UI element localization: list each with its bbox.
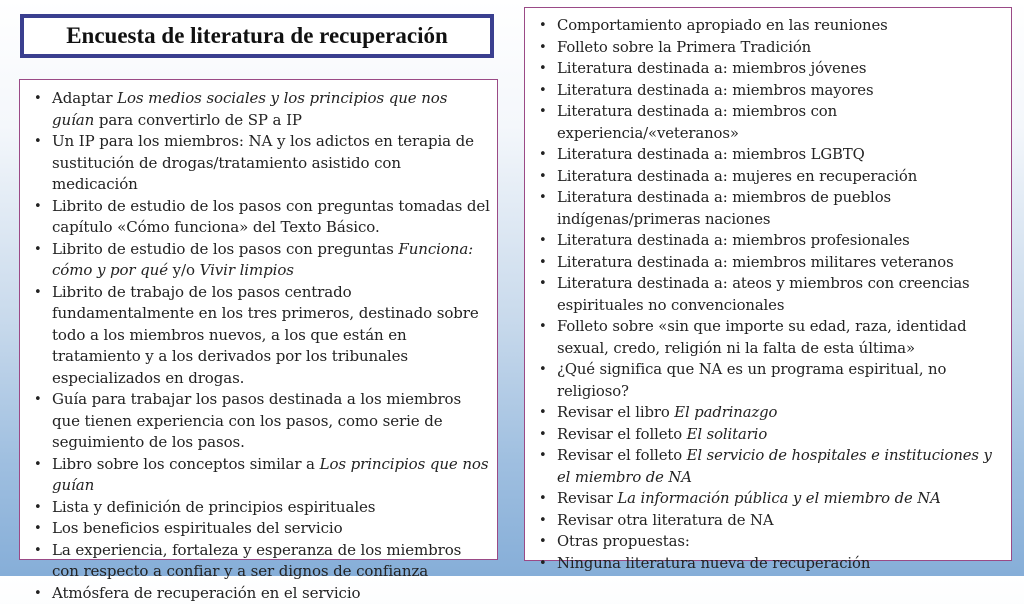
item-text: Literatura destinada a: miembros LGBTQ <box>557 146 865 163</box>
item-text: Adaptar <box>52 89 117 107</box>
item-text: Folleto sobre la Primera Tradición <box>557 39 811 56</box>
item-text: Revisar el libro <box>557 404 674 421</box>
item-text: Un IP para los miembros: NA y los adictos en terapia de sustitución de drogas/tratamiento asistido con medicación <box>52 132 474 193</box>
item-text: Librito de trabajo de los pasos centrado fundamentalmente en los tres primeros, destinado sobre todo a los miembros nuevos, a los que están en tratamiento y a los derivados por los tribunales especializados en drogas. <box>52 283 479 387</box>
item-text: Revisar el folleto <box>557 426 687 443</box>
item-italic-text: La información pública y el miembro de NA <box>617 490 940 507</box>
item-text: Comportamiento apropiado en las reuniones <box>557 17 888 34</box>
item-italic-text: Funciona: cómo y por qué <box>52 240 473 280</box>
item-text: Librito de estudio de los pasos con preguntas <box>52 240 398 258</box>
item-text: La experiencia, fortaleza y esperanza de los miembros con respecto a confiar y a ser dignos de confianza <box>52 541 461 581</box>
item-text: Guía para trabajar los pasos destinada a los miembros que tienen experiencia con los pasos, como serie de seguimiento de los pasos. <box>52 390 461 451</box>
bullet-item <box>533 230 1007 252</box>
bullet-item <box>28 88 491 131</box>
right-panel <box>524 7 1012 561</box>
bullet-item <box>28 389 491 454</box>
item-italic-text: Los principios que nos guían <box>52 455 488 495</box>
bullet-item <box>533 445 1007 488</box>
bullet-item <box>28 518 491 540</box>
bullet-item <box>533 531 1007 553</box>
item-text: Folleto sobre «sin que importe su edad, raza, identidad sexual, credo, religión ni la falta de esta última» <box>557 318 966 357</box>
bullet-item <box>28 497 491 519</box>
item-text: para convertirlo de SP a IP <box>94 111 302 129</box>
item-text: Librito de estudio de los pasos con preguntas tomadas del capítulo «Cómo funciona» del Texto Básico. <box>52 197 490 237</box>
item-text: Ninguna literatura nueva de recuperación <box>557 555 870 572</box>
item-text: y/o <box>168 261 200 279</box>
item-text: Literatura destinada a: miembros militares veteranos <box>557 254 954 271</box>
item-text: Literatura destinada a: miembros profesionales <box>557 232 910 249</box>
bullet-item <box>28 583 491 604</box>
item-text: Literatura destinada a: miembros con experiencia/«veteranos» <box>557 103 837 142</box>
left-panel <box>19 79 498 560</box>
bullet-item <box>533 553 1007 575</box>
bullet-item <box>533 424 1007 446</box>
item-text: Literatura destinada a: mujeres en recuperación <box>557 168 917 185</box>
item-text: Lista y definición de principios espirituales <box>52 498 375 516</box>
bullet-item <box>28 196 491 239</box>
item-text: Los beneficios espirituales del servicio <box>52 519 343 537</box>
item-italic-text: El servicio de hospitales e instituciones y el miembro de NA <box>557 447 992 486</box>
bullet-item <box>533 80 1007 102</box>
bullet-item <box>533 510 1007 532</box>
item-italic-text: Los medios sociales y los principios que nos guían <box>52 89 447 129</box>
right-bullet-list <box>533 15 1007 574</box>
left-bullet-list <box>28 88 491 604</box>
bullet-item <box>533 144 1007 166</box>
title-box <box>20 14 494 58</box>
item-text: ¿Qué significa que NA es un programa espiritual, no religioso? <box>557 361 946 400</box>
slide-title: Encuesta de literatura de recuperación <box>66 23 448 49</box>
bullet-item <box>533 488 1007 510</box>
bullet-item <box>533 101 1007 144</box>
bullet-item <box>28 131 491 196</box>
bullet-item <box>28 239 491 282</box>
bullet-item <box>533 58 1007 80</box>
item-text: Literatura destinada a: ateos y miembros con creencias espirituales no convencionales <box>557 275 970 314</box>
item-italic-text: El solitario <box>687 426 768 443</box>
item-text: Literatura destinada a: miembros mayores <box>557 82 873 99</box>
bullet-item <box>533 187 1007 230</box>
item-text: Literatura destinada a: miembros de pueblos indígenas/primeras naciones <box>557 189 891 228</box>
bullet-item <box>533 15 1007 37</box>
bullet-item <box>28 454 491 497</box>
item-text: Revisar <box>557 490 617 507</box>
item-italic-text: El padrinazgo <box>674 404 777 421</box>
item-text: Revisar el folleto <box>557 447 687 464</box>
item-text: Revisar otra literatura de NA <box>557 512 773 529</box>
bullet-item <box>533 402 1007 424</box>
bullet-item <box>533 37 1007 59</box>
bullet-item <box>533 359 1007 402</box>
bullet-item <box>533 252 1007 274</box>
item-text: Literatura destinada a: miembros jóvenes <box>557 60 866 77</box>
item-text: Libro sobre los conceptos similar a <box>52 455 320 473</box>
bullet-item <box>533 166 1007 188</box>
item-text: Atmósfera de recuperación en el servicio <box>52 584 360 602</box>
item-italic-text: Vivir limpios <box>200 261 294 279</box>
bullet-item <box>28 282 491 390</box>
bullet-item <box>28 540 491 583</box>
item-text: Otras propuestas: <box>557 533 690 550</box>
bullet-item <box>533 316 1007 359</box>
bullet-item <box>533 273 1007 316</box>
